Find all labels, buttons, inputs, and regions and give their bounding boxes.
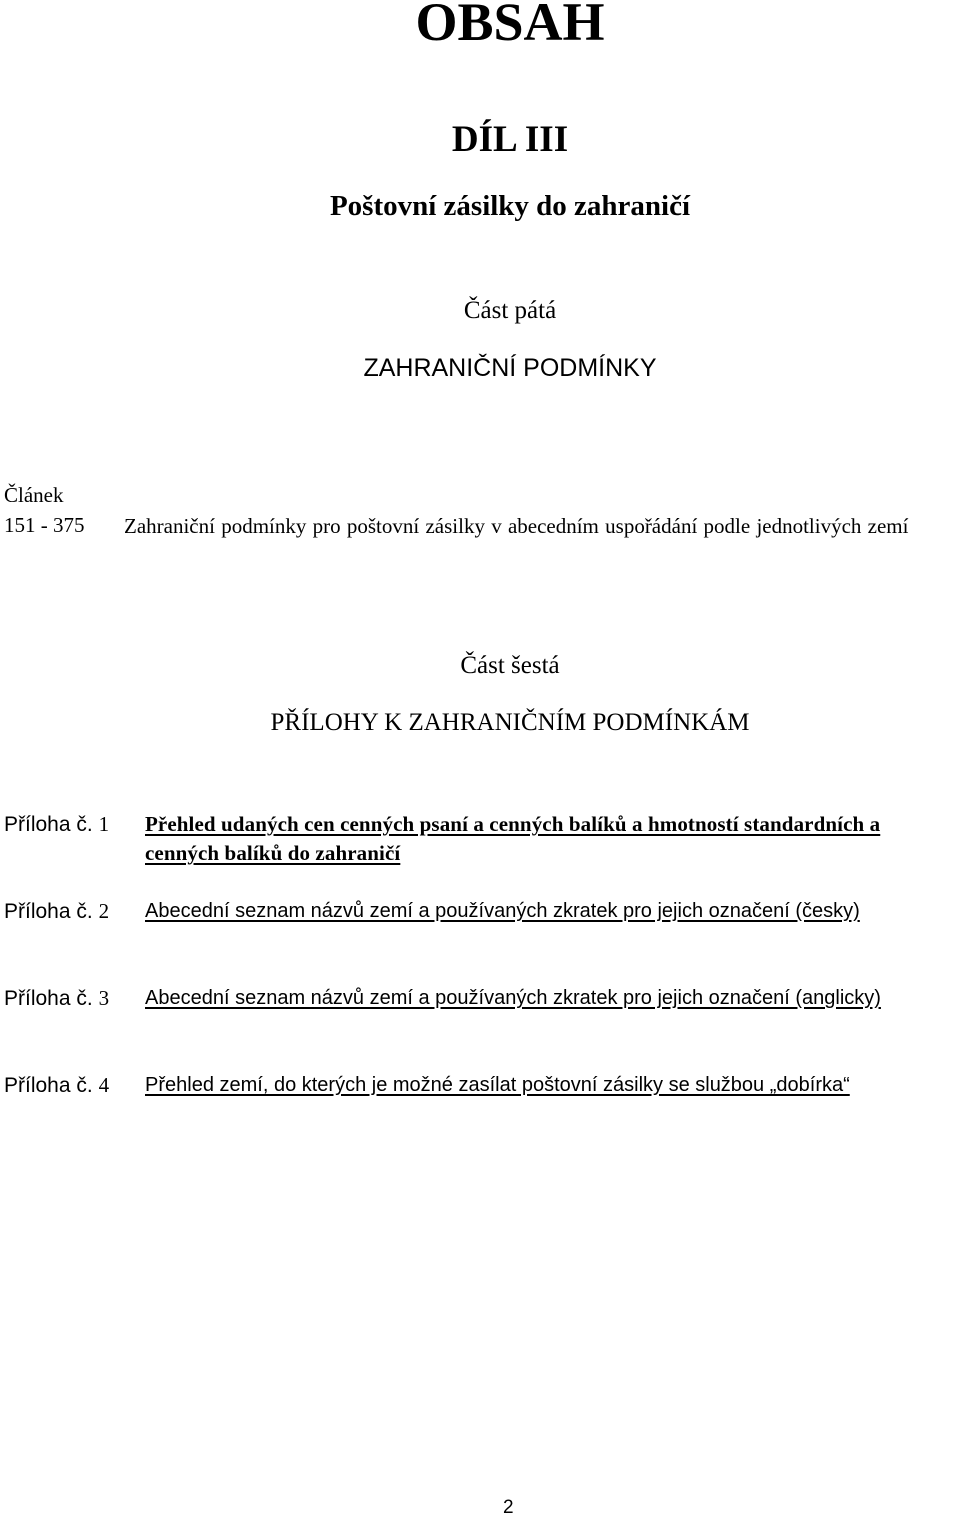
annex-2-link[interactable]: Abecední seznam názvů zemí a používaných zkratek pro jejich označení (česky) [145, 900, 860, 922]
article-description: Zahraniční podmínky pro poštovní zásilky v abecedním uspořádání podle jednotlivých zemí [124, 514, 909, 538]
section-five-label: Část pátá [463, 297, 557, 324]
section-six-label: Část šestá [460, 652, 560, 679]
part-title: DÍL III [451, 119, 569, 160]
annex-1-label [4, 810, 109, 839]
article-column-header: Článek [4, 483, 64, 507]
page-number: 2 [503, 1497, 514, 1518]
annex-number: 3 [98, 986, 110, 1010]
annex-number: 1 [98, 812, 110, 836]
annex-label-text: Příloha č. [4, 900, 93, 923]
section-six-title: PŘÍLOHY K ZAHRANIČNÍM PODMÍNKÁM [270, 709, 750, 736]
annex-4-label [4, 1071, 109, 1100]
annex-1-link[interactable]: Přehled udaných cen cenných psaní a cenných balíků a hmotností standardních a cenných balíků do zahraničí [145, 812, 881, 865]
annex-number: 4 [98, 1073, 110, 1097]
annex-label-text: Příloha č. [4, 987, 93, 1010]
annex-label-text: Příloha č. [4, 813, 93, 836]
document-title: OBSAH [415, 0, 605, 52]
annex-number: 2 [98, 899, 110, 923]
section-five-title: ZAHRANIČNÍ PODMÍNKY [363, 354, 657, 382]
part-subtitle: Poštovní zásilky do zahraničí [329, 190, 691, 222]
article-range: 151 - 375 [4, 513, 85, 537]
annex-3-link[interactable]: Abecední seznam názvů zemí a používaných zkratek pro jejich označení (anglicky) [145, 987, 881, 1009]
annex-3-label [4, 984, 109, 1013]
annex-2-label [4, 897, 109, 926]
annex-4-link[interactable]: Přehled zemí, do kterých je možné zasílat poštovní zásilky se službou „dobírka“ [145, 1074, 850, 1096]
annex-label-text: Příloha č. [4, 1074, 93, 1097]
